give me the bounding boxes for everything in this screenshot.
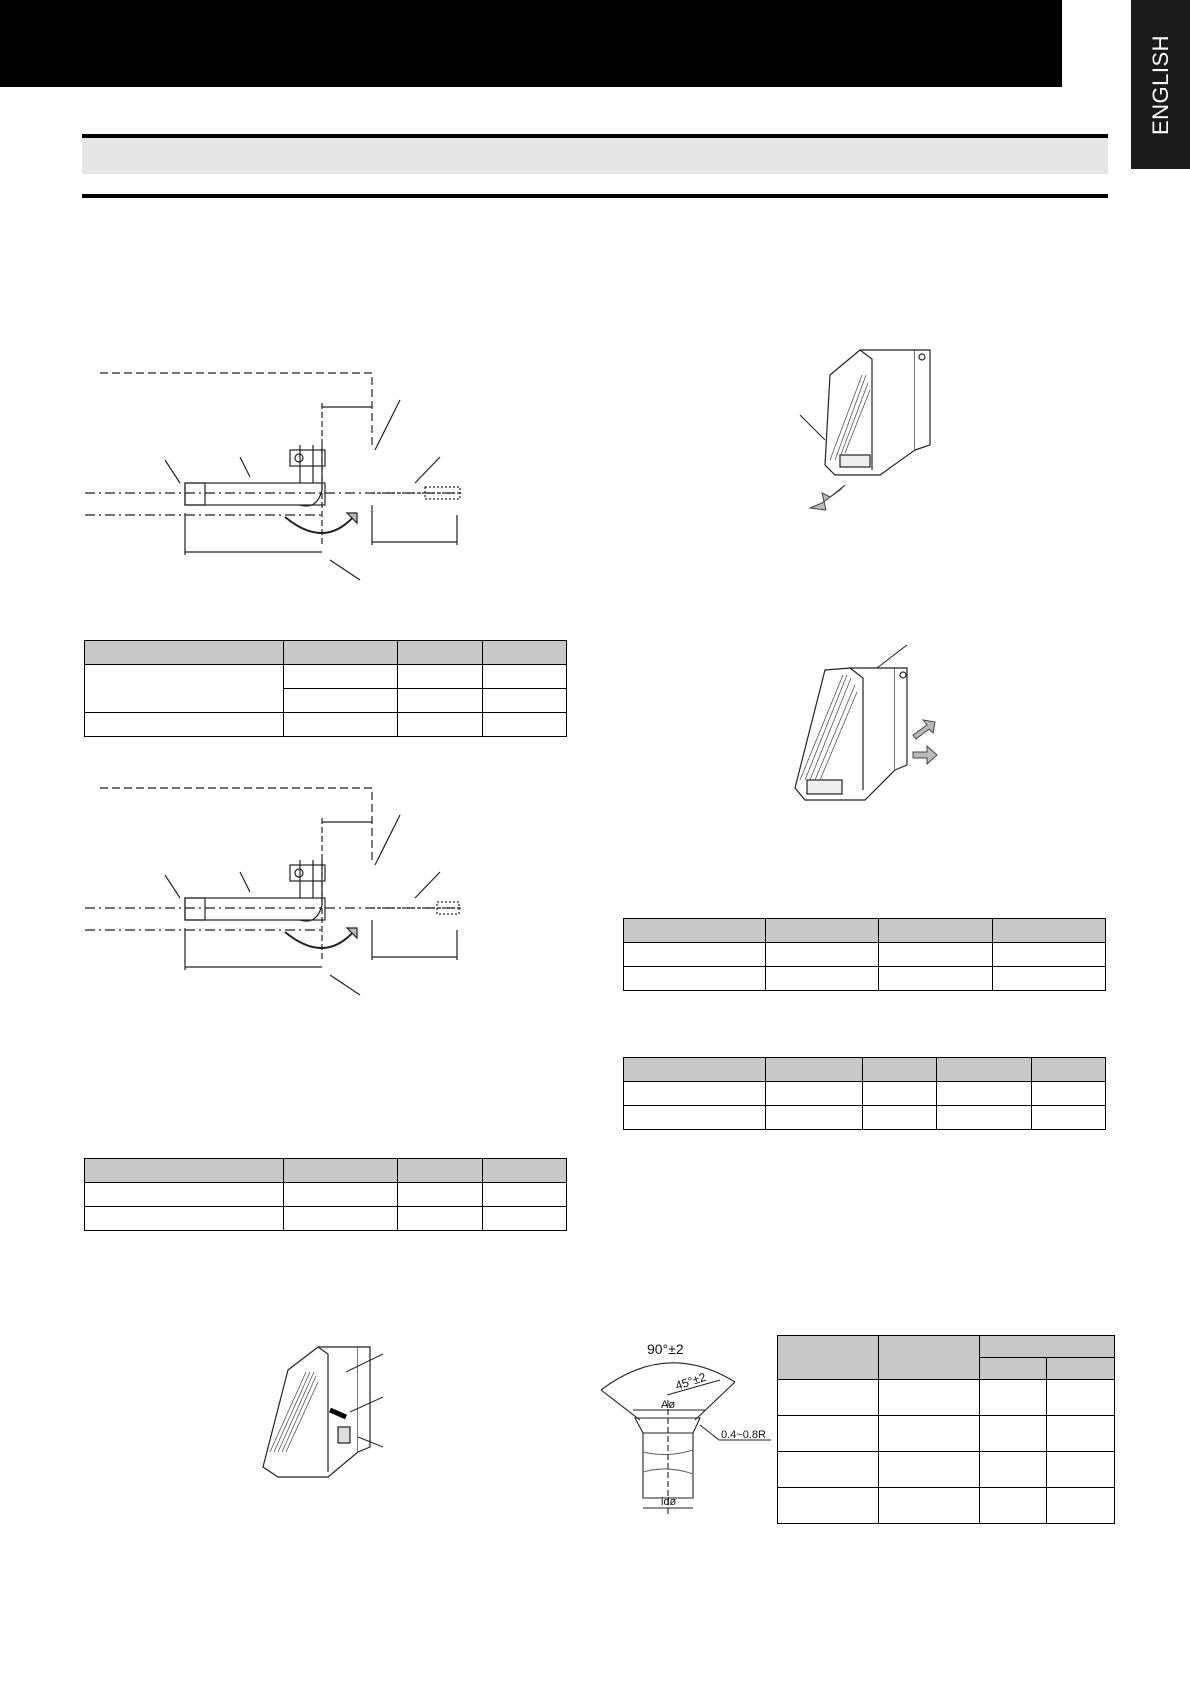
table-4 <box>623 1057 1106 1130</box>
indoor-unit-figure-pipe <box>258 1342 398 1482</box>
table-header-row <box>624 919 1106 943</box>
flare-radius-label: 0.4~0.8R <box>721 1429 766 1441</box>
piping-diagram-1 <box>85 365 485 595</box>
table-header-row <box>778 1336 1115 1358</box>
table-3 <box>623 918 1106 991</box>
section-divider <box>82 194 1108 198</box>
table-row <box>624 1106 1106 1130</box>
table-row <box>624 967 1106 991</box>
flare-dimension-figure <box>595 1340 775 1515</box>
indoor-unit-figure-front <box>800 345 950 515</box>
language-tab-label: ENGLISH <box>1147 34 1173 135</box>
table-2 <box>84 1158 567 1231</box>
table-header-row <box>85 1159 567 1183</box>
language-tab <box>1131 0 1190 169</box>
flare-id-dia-label: idø <box>661 1496 677 1508</box>
table-row <box>778 1416 1115 1452</box>
table-row <box>85 665 567 689</box>
flare-sub-angle-label: 45°±2 <box>673 1369 708 1393</box>
table-row <box>85 1207 567 1231</box>
flare-angle-label: 90°±2 <box>647 1341 684 1357</box>
table-header-row <box>624 1058 1106 1082</box>
table-row <box>624 943 1106 967</box>
piping-diagram-2 <box>85 780 485 1010</box>
table-header-row <box>85 641 567 665</box>
table-row <box>778 1488 1115 1524</box>
table-5 <box>777 1335 1115 1524</box>
top-header-band <box>0 0 1062 87</box>
table-row <box>85 1183 567 1207</box>
table-row <box>85 713 567 737</box>
table-row <box>778 1380 1115 1416</box>
table-row <box>624 1082 1106 1106</box>
section-header-band <box>82 134 1108 174</box>
flare-a-dia-label: Aø <box>661 1399 676 1411</box>
table-row <box>778 1452 1115 1488</box>
indoor-unit-figure-side <box>795 640 945 810</box>
table-1 <box>84 640 567 737</box>
